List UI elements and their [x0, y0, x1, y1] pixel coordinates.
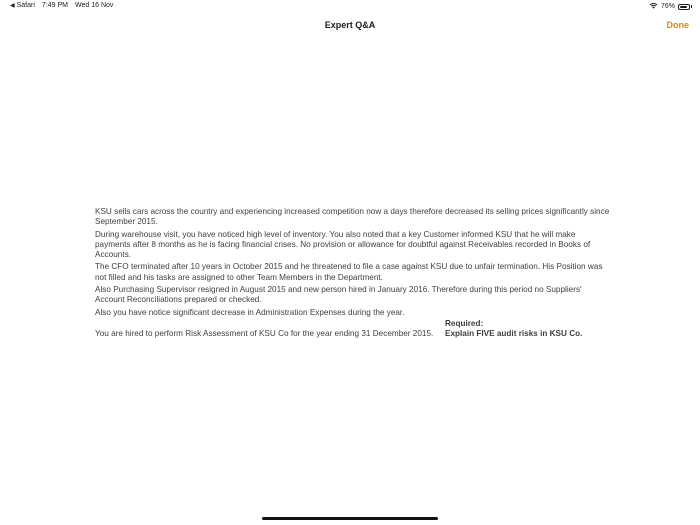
question-content: [95, 207, 610, 341]
battery-fill: [680, 6, 687, 8]
question-paragraph-2: During warehouse visit, you have noticed high level of inventory. You also noted that a key Customer informed KSU that he will make payments after 8 months as he is facing financial crises. No provision or allowance for doubtful against Receivables recorded in Books of Accounts.: [95, 229, 591, 260]
question-paragraph-5: Also you have notice significant decrease in Administration Expenses during the year.: [95, 307, 405, 317]
required-row: [95, 320, 610, 341]
required-text: Explain FIVE audit risks in KSU Co.: [445, 329, 583, 339]
question-paragraph-3: The CFO terminated after 10 years in October 2015 and he threatened to file a case against KSU due to unfair termination. His Position was not filled and his tasks are assigned to other Team Members in the Department.: [95, 262, 603, 282]
battery-percent: 76%: [660, 3, 675, 10]
status-right: [649, 2, 692, 11]
back-to-app-link[interactable]: [10, 2, 35, 9]
home-indicator[interactable]: [262, 517, 438, 520]
done-button[interactable]: Done: [666, 20, 689, 30]
status-time: 7:49 PM: [41, 2, 68, 9]
question-paragraph-1: KSU sells cars across the country and experiencing increased competition now a days therefore decreased its selling prices significantly since September 2015.: [95, 207, 610, 227]
status-bar: [0, 0, 700, 12]
nav-bar: [0, 14, 700, 36]
assignment-text: You are hired to perform Risk Assessment of KSU Co for the year ending 31 December 2015.: [95, 328, 434, 338]
back-triangle-icon: ◀: [10, 3, 15, 9]
battery-nub: [691, 5, 692, 8]
back-app-label: Safari: [16, 2, 35, 9]
wifi-icon: [649, 2, 658, 11]
status-date: Wed 16 Nov: [75, 2, 114, 9]
required-label: Required:: [445, 318, 484, 328]
page-title: Expert Q&A: [324, 20, 376, 30]
required-block: [445, 319, 582, 340]
status-left: [10, 2, 113, 9]
question-paragraph-4: Also Purchasing Supervisor resigned in August 2015 and new person hired in January 2016. Therefore during this period no Suppliers' Account Reconciliations prepared or checked.: [95, 285, 582, 305]
battery-icon: [678, 4, 690, 10]
